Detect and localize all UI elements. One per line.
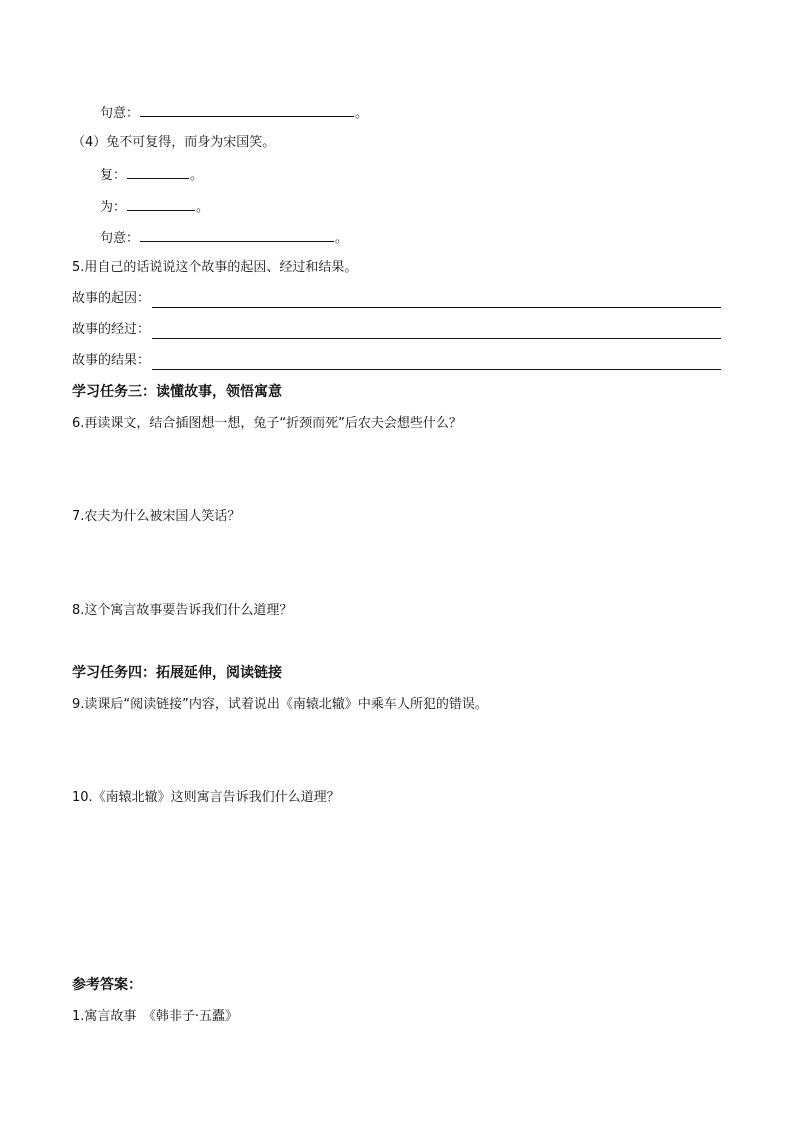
answers-heading: 参考答案： [72,977,142,993]
answer-blank[interactable] [140,228,334,242]
sentence-meaning-line-1: 句意： 。 [100,103,368,123]
question-7: 7.农夫为什么被宋国人笑话？ [72,509,241,524]
answer-blank[interactable] [152,356,721,370]
story-process-line: 故事的经过： [72,321,722,339]
task-3-heading: 学习任务三：读懂故事，领悟寓意 [72,384,282,400]
question-8: 8.这个寓言故事要告诉我们什么道理？ [72,603,293,618]
answer-blank[interactable] [127,165,189,179]
sentence-meaning-label: 句意： [100,106,140,121]
wei-definition-line: 为： 。 [100,197,209,217]
answer-blank[interactable] [140,103,354,117]
question-4: （4）兔不可复得，而身为宋国笑。 [72,135,276,150]
story-cause-line: 故事的起因： [72,290,722,308]
task-4-heading: 学习任务四：拓展延伸，阅读链接 [72,665,282,681]
story-result-line: 故事的结果： [72,352,722,370]
sentence-meaning-line-2: 句意： 。 [100,228,348,248]
answer-1: 1.寓言故事 《韩非子·五蠹》 [72,1009,239,1024]
question-6: 6.再读课文，结合插图想一想，兔子“折颈而死”后农夫会想些什么？ [72,416,462,431]
fu-definition-line: 复： 。 [100,165,203,185]
question-10: 10.《南辕北辙》这则寓言告诉我们什么道理？ [72,790,340,805]
question-9: 9.读课后“阅读链接”内容，试着说出《南辕北辙》中乘车人所犯的错误。 [72,697,488,712]
answer-blank[interactable] [152,294,721,308]
question-5: 5.用自己的话说说这个故事的起因、经过和结果。 [72,260,358,275]
answer-blank[interactable] [152,325,721,339]
answer-blank[interactable] [127,197,195,211]
